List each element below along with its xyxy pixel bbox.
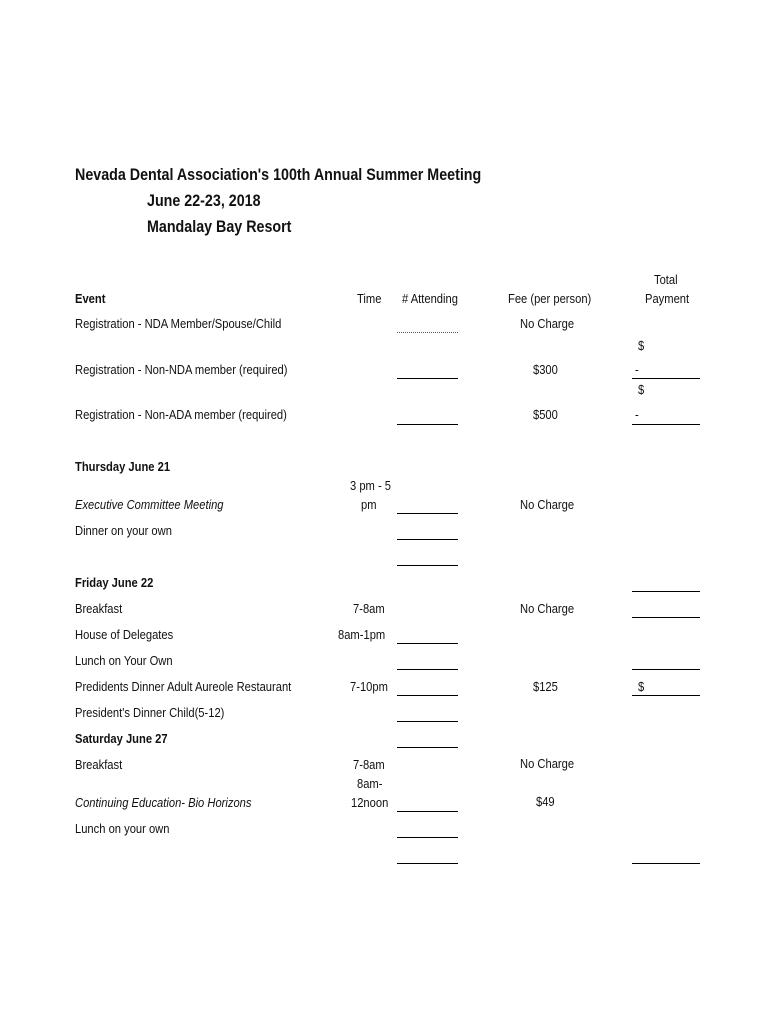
friday-breakfast-time: 7-8am [353, 601, 385, 616]
presidents-dinner-adult-label: Predidents Dinner Adult Aureole Restaurant [75, 679, 292, 694]
continuing-education-label: Continuing Education- Bio Horizons [75, 795, 252, 810]
presidents-dinner-adult-time: 7-10pm [350, 679, 388, 694]
form-title: Nevada Dental Association's 100th Annual Summer Meeting [75, 165, 482, 184]
registration-non-nda-attending-field[interactable] [397, 378, 458, 379]
friday-breakfast-fee: No Charge [520, 601, 575, 616]
registration-nda-label: Registration - NDA Member/Spouse/Child [75, 316, 282, 331]
registration-non-ada-fee: $500 [533, 407, 558, 422]
registration-non-ada-label: Registration - Non-ADA member (required) [75, 407, 287, 422]
thursday-dinner-label: Dinner on your own [75, 523, 172, 538]
presidents-dinner-adult-total-field[interactable] [632, 695, 700, 696]
meeting-venue: Mandalay Bay Resort [147, 217, 292, 236]
saturday-lunch-label: Lunch on your own [75, 821, 170, 836]
column-header-event: Event [75, 291, 106, 306]
presidents-dinner-child-attending-field[interactable] [397, 721, 458, 722]
registration-non-ada-total-field[interactable] [632, 424, 700, 425]
house-of-delegates-time: 8am-1pm [338, 627, 386, 642]
registration-non-ada-attending-field[interactable] [397, 424, 458, 425]
saturday-lunch-attending-field[interactable] [397, 837, 458, 838]
presidents-dinner-adult-total-symbol: $ [638, 679, 645, 694]
friday-lunch-attending-field[interactable] [397, 669, 458, 670]
column-header-fee: Fee (per person) [508, 291, 592, 306]
column-header-attending: # Attending [402, 291, 458, 306]
registration-non-nda-label: Registration - Non-NDA member (required) [75, 362, 288, 377]
meeting-dates: June 22-23, 2018 [147, 191, 261, 210]
thursday-dinner-attending-field[interactable] [397, 539, 458, 540]
column-header-time: Time [357, 291, 382, 306]
exec-committee-time-line1: 3 pm - 5 [350, 478, 392, 493]
saturday-breakfast-time: 7-8am [353, 757, 385, 772]
saturday-breakfast-label: Breakfast [75, 757, 123, 772]
column-header-total-line1: Total [654, 272, 678, 287]
thursday-heading: Thursday June 21 [75, 459, 171, 474]
saturday-attending-field-1[interactable] [397, 747, 458, 748]
exec-committee-attending-field[interactable] [397, 513, 458, 514]
continuing-education-fee: $49 [536, 794, 555, 809]
saturday-extra-attending-field[interactable] [397, 863, 458, 864]
registration-non-nda-total-symbol: $ [638, 338, 645, 353]
friday-total-field-2[interactable] [632, 617, 700, 618]
thursday-extra-attending-field[interactable] [397, 565, 458, 566]
registration-non-ada-total-value: - [635, 407, 639, 422]
column-header-total-line2: Payment [645, 291, 690, 306]
house-of-delegates-label: House of Delegates [75, 627, 174, 642]
grand-total-field[interactable] [632, 863, 700, 864]
house-of-delegates-attending-field[interactable] [397, 643, 458, 644]
saturday-heading: Saturday June 27 [75, 731, 168, 746]
exec-committee-label: Executive Committee Meeting [75, 497, 224, 512]
friday-heading: Friday June 22 [75, 575, 154, 590]
exec-committee-fee: No Charge [520, 497, 575, 512]
registration-nda-fee: No Charge [520, 316, 575, 331]
registration-non-ada-total-symbol: $ [638, 382, 645, 397]
continuing-education-attending-field[interactable] [397, 811, 458, 812]
registration-nda-attending-field[interactable] [397, 332, 458, 333]
continuing-education-time-line1: 8am- [357, 776, 383, 791]
friday-total-field-1[interactable] [632, 591, 700, 592]
registration-non-nda-total-field[interactable] [632, 378, 700, 379]
presidents-dinner-adult-fee: $125 [533, 679, 558, 694]
registration-non-nda-fee: $300 [533, 362, 558, 377]
saturday-breakfast-fee: No Charge [520, 756, 575, 771]
presidents-dinner-child-label: President's Dinner Child(5-12) [75, 705, 225, 720]
friday-breakfast-label: Breakfast [75, 601, 123, 616]
continuing-education-time-line2: 12noon [351, 795, 389, 810]
friday-total-field-3[interactable] [632, 669, 700, 670]
registration-non-nda-total-value: - [635, 362, 639, 377]
exec-committee-time-line2: pm [361, 497, 377, 512]
presidents-dinner-adult-attending-field[interactable] [397, 695, 458, 696]
friday-lunch-label: Lunch on Your Own [75, 653, 173, 668]
